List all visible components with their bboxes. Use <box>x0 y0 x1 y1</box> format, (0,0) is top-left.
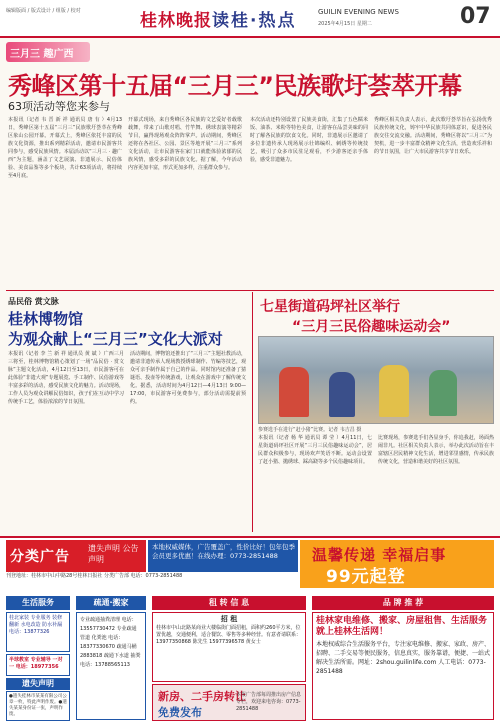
ad-housing-text: 本报广告部每周推出房产信息专栏，欢迎来电咨询：0773-2851488 <box>236 692 302 712</box>
editor-credits: 编辑版面 / 版式设计 / 组版 / 校对 <box>6 8 81 14</box>
announcement-ad-price[interactable]: 99元起登 <box>326 567 406 587</box>
topic-banner-text: 三月三 趣广西 <box>10 49 74 60</box>
photo-figure <box>379 365 409 417</box>
article1-column-2: 开幕式现场，来自秀峰区各民族的文艺爱好者载歌载舞，带来了山歌对唱、竹竿舞、绣球表演等精彩节目，赢得现场观众阵阵掌声。活动期间，秀峰区还将在各社区、公园、景区等地开展“三月三”系列文化活动，让市民游客在家门口就能体验浓郁的民族风情，感受多彩的民族文化。据了解，今年活动内容更加丰富，形式更加多样，注重群众参与。 <box>128 117 242 171</box>
article1-column-4: 秀峰区相关负责人表示，此次歌圩荟萃旨在弘扬优秀民族传统文化，铸牢中华民族共同体意识，促进各民族交往交流交融。活动期间，秀峰区将以“三月三”为契机，进一步丰富群众精神文化生活，营造欢乐祥和的节日氛围，让广大市民游客共享节日欢乐。 <box>374 117 492 155</box>
ad-rental-text: 桂林市中山北路某商业大楼临街门面招租，面积约260平方米，位置优越，交通便利，适合餐饮、零售等多种经营。有意者请联系：13977350868 陈先生 15977396578 黄女士 <box>156 625 302 645</box>
photo-figure <box>429 370 457 416</box>
photo-figure <box>329 372 355 417</box>
ad-home-decor[interactable]: 桂北家装 专业服务 装修 翻新 水电改造 防水补漏 电话：13877326 <box>6 612 70 652</box>
article1-headline[interactable]: 秀峰区第十五届“三月三”民族歌圩荟萃开幕 <box>8 72 462 100</box>
article3-headline-line2[interactable]: “三月三民俗趣味运动会” <box>292 319 451 335</box>
ad-rental-box[interactable] <box>152 612 306 682</box>
article2-column-1: 本报讯（记者 李 兰 新 祥 通讯员 黄 斌 ）广西三月三将至，桂林博物馆精心策划了一场“品民俗 · 赏文脉”主题文化活动，4月12日至13日，市民游客可在此体验“非遗大观”专题展览、手工制作、民俗游戏等丰富多彩的活动，感受民族文化的魅力。活动现场，工作人员为观众讲解民俗知识，孩子们在互动中学习传统手工艺，体验浓浓的节日氛围。 <box>8 351 124 405</box>
category-brand: 品 牌 推 荐 <box>312 596 494 610</box>
category-rental: 租 转 信 息 <box>152 596 306 610</box>
event-photo <box>258 336 494 424</box>
section-divider <box>6 290 494 291</box>
article2-column-2: 活动期间，博物馆还推出了“三月三”主题社教活动，邀请非遗传承人现场教授绣球制作、竹编等技艺，观众可亲手制作属于自己的作品。同时馆内还准备了猜谜语、投壶等传统游戏，让观众在游戏中了解传统文化。据悉，活动时间为4月12日—4月13日 9:00—17:00，市民游客可免费参与，部分活动需提前预约。 <box>130 351 246 405</box>
ad-guilin-life-title: 桂林家电维修、搬家、房屋租售、生活服务就上桂林生活网！ <box>316 616 488 637</box>
classified-title: 分类广告 <box>10 549 70 565</box>
article2-kicker: 品民俗 赏文脉 <box>8 297 59 306</box>
newspaper-logo: 桂林晚报 <box>140 11 212 31</box>
ad-dredging-services[interactable]: 专业疏通抽粪清理 电话：13557730472 专业疏通 管道 化粪池 电话：18377330670 疏通马桶 2883818 疏通下水道 抽粪 电话：13788565113 <box>76 612 146 720</box>
ad-guilin-life-text: 本地权威综合生活服务平台，专注家电维修、搬家、家政、房产、招聘、二手交易等便民服务，信息真实，服务靠谱，便捷、一站式解决生活所需。网址：2shou.guilinlife.com 人工电话：0773-2851488 <box>316 641 491 675</box>
photo-caption: 参赛选手在进行“赶小猪”比赛。记者 韦吉昌 摄 <box>258 427 362 433</box>
ad-tutoring[interactable]: 半球教室 专业辅导 一对一 电话：18977356 <box>6 654 70 676</box>
section-title: 读桂·热点 <box>212 11 297 31</box>
article1-subhead: 63项活动等您来参与 <box>8 100 110 113</box>
article2-headline[interactable]: 桂林博物馆 <box>8 310 84 328</box>
ad-rental-title: 招 租 <box>220 615 238 623</box>
issue-date: 2025年4月15日 星期二 <box>318 21 372 27</box>
ad-housing-free: 免费发布 <box>158 706 202 719</box>
category-life-services: 生活服务 <box>6 596 70 610</box>
article3-column-2: 比赛现场，参赛选手们各显身手，你追我赶，场面热闹非凡。社区相关负责人表示，举办此次活动旨在丰富辖区居民精神文化生活，增进邻里感情，传承民族传统文化，营造和谐美好的社区氛围。 <box>378 435 494 465</box>
ad-housing-title: 新房、二手房转让 <box>158 690 246 703</box>
category-dredging-moving: 疏通·搬家 <box>76 596 146 610</box>
announcement-ad-title[interactable]: 温馨传递 幸福启事 <box>312 546 447 564</box>
newspaper-english-name: GUILIN EVENING NEWS <box>318 8 399 16</box>
lost-notice-header: 遗失声明 <box>6 678 70 690</box>
classified-subtitle: 遗失声明 公告声明 <box>88 544 139 564</box>
photo-figure <box>279 367 309 417</box>
page-number: 07 <box>460 4 491 29</box>
column-divider <box>252 292 253 532</box>
article3-headline[interactable]: 七星街道码坪社区举行 <box>260 299 400 315</box>
ad-guilin-life[interactable] <box>312 612 494 720</box>
article1-column-1: 本报讯（记者 韦 晋 新 祥 通讯员 唐 有 ）4月13日，秀峰区第十五届“三月三”民族歌圩荟萃在秀峰区象山公园开幕。开幕式上，秀峰区依托丰富的民族文化资源，推出系列精彩活动，邀请市民游客共同参与，感受民族风情。本届活动以“三月三 · 趣广西”为主题，涵盖了文艺展演、非遗展示、民俗体验、美食品鉴等多个板块，共计63项活动，将持续至4月底。 <box>8 117 122 179</box>
article3-column-1: 本报讯（记者 杨 华 通讯员 谭 莹 ）4月11日，七星街道码坪社区开展“三月三民俗趣味运动会”，居民群众积极参与，现场欢声笑语不断。运动会设置了赶小猪、抛绣球、踩高跷等多个民俗趣味项目。 <box>258 435 372 465</box>
article1-column-3: 本次活动还特别设置了民族美食街，汇集了五色糯米饭、油茶、米粉等特色美食，让游客在品尝美味的同时了解各民族的饮食文化。同时，非遗展示区邀请了多位非遗传承人现场展示壮锦编织、刺绣等传统技艺，吸引了众多市民驻足观看，不少游客还亲手体验，感受非遗魅力。 <box>250 117 368 163</box>
ad-promo-text[interactable]: 本地权威媒体，广告覆盖广，性价比好！包年包季会员更多优惠！在线办理：0773-2851488 <box>152 543 295 560</box>
lost-notice-text: ●遗失桂林市某某有限公司公章一枚，特此声明作废。●遗失某某身份证一张，声明作废。 <box>6 691 70 721</box>
article2-headline-line2[interactable]: 为观众献上“三月三”文化大派对 <box>8 330 223 348</box>
ad-address-strip: 刊登地址：桂林市中山中路28号桂林日报社 分类广告部 电话：0773-2851488 <box>6 573 183 579</box>
